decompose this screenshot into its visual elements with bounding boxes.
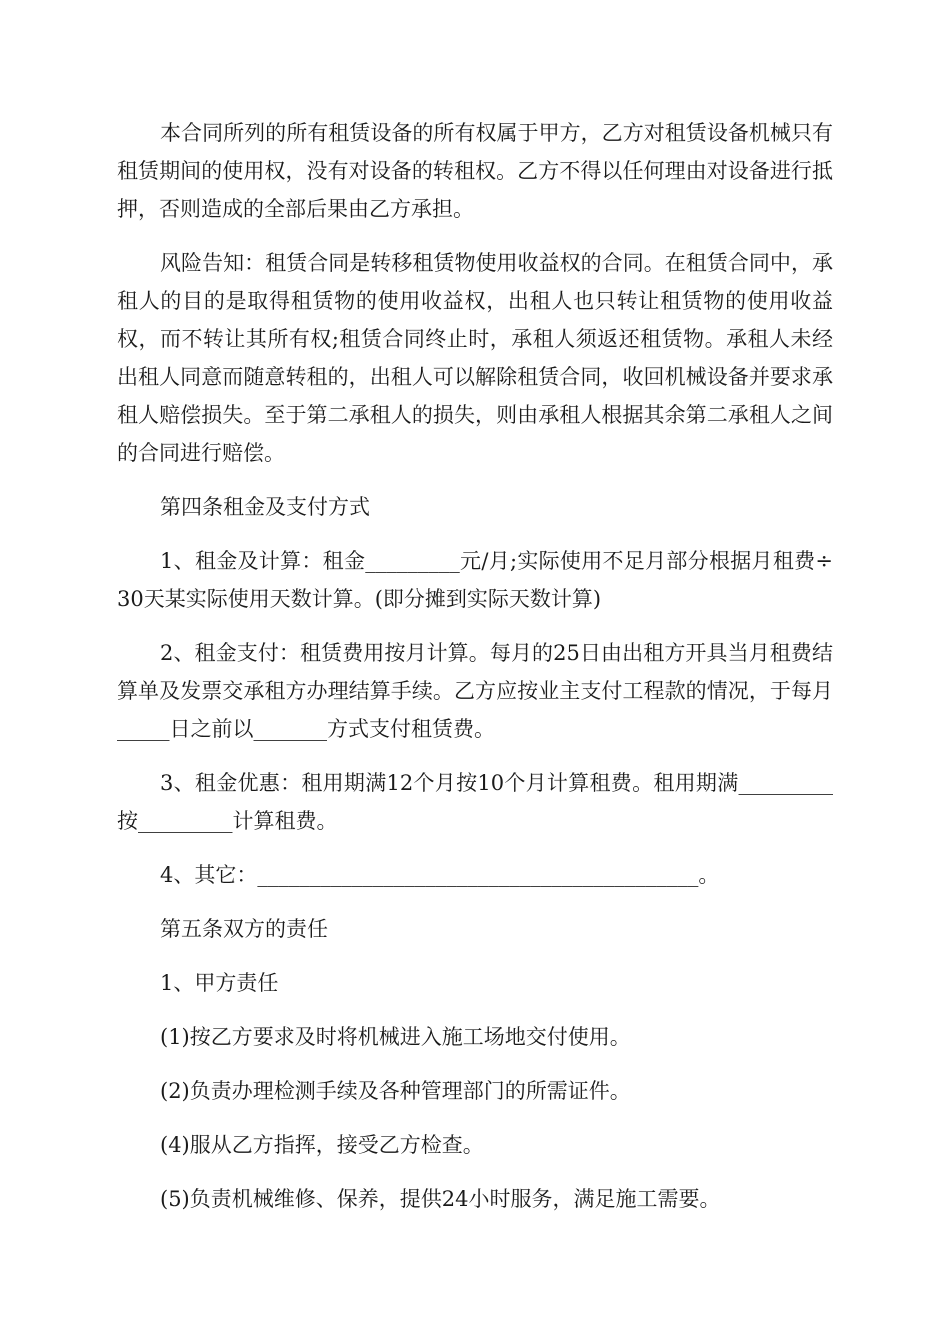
- list-item-duty-1: (1)按乙方要求及时将机械进入施工场地交付使用。: [160, 1025, 631, 1049]
- list-item-duty-2: (2)负责办理检测手续及各种管理部门的所需证件。: [160, 1079, 631, 1103]
- paragraph-rent-payment: 2、租金支付：租赁费用按月计算。每月的25日由出租方开具当月租费结算单及发票交承租方办理结算手续。乙方应按业主支付工程款的情况，于每月_____日之前以_______方式支付租赁费。: [117, 641, 833, 741]
- paragraph-rent-discount: 3、租金优惠：租用期满12个月按10个月计算租费。租用期满_________按_________计算租费。: [117, 771, 833, 833]
- list-item-duty-5: (5)负责机械维修、保养，提供24小时服务，满足施工需要。: [160, 1187, 721, 1211]
- list-item-duty-4: (4)服从乙方指挥，接受乙方检查。: [160, 1133, 484, 1157]
- paragraph-rent-calculation: 1、租金及计算：租金_________元/月;实际使用不足月部分根据月租费÷30天某实际使用天数计算。(即分摊到实际天数计算): [117, 549, 833, 611]
- paragraph-other: 4、其它：__________________________________________。: [160, 863, 720, 887]
- heading-party-a-duties: 1、甲方责任: [160, 971, 279, 995]
- heading-article-4: 第四条租金及支付方式: [160, 495, 370, 519]
- paragraph-risk-notice: 风险告知：租赁合同是转移租赁物使用收益权的合同。在租赁合同中，承租人的目的是取得租赁物的使用收益权，出租人也只转让租赁物的使用收益权，而不转让其所有权;租赁合同终止时，承租人须返还租赁物。承租人未经出租人同意而随意转租的，出租人可以解除租赁合同，收回机械设备并要求承租人赔偿损失。至于第二承租人的损失，则由承租人根据其余第二承租人之间的合同进行赔偿。: [117, 251, 833, 465]
- document-page: [117, 114, 833, 1234]
- heading-article-5: 第五条双方的责任: [160, 917, 328, 941]
- paragraph-ownership: 本合同所列的所有租赁设备的所有权属于甲方，乙方对租赁设备机械只有租赁期间的使用权，没有对设备的转租权。乙方不得以任何理由对设备进行抵押，否则造成的全部后果由乙方承担。: [117, 121, 833, 221]
